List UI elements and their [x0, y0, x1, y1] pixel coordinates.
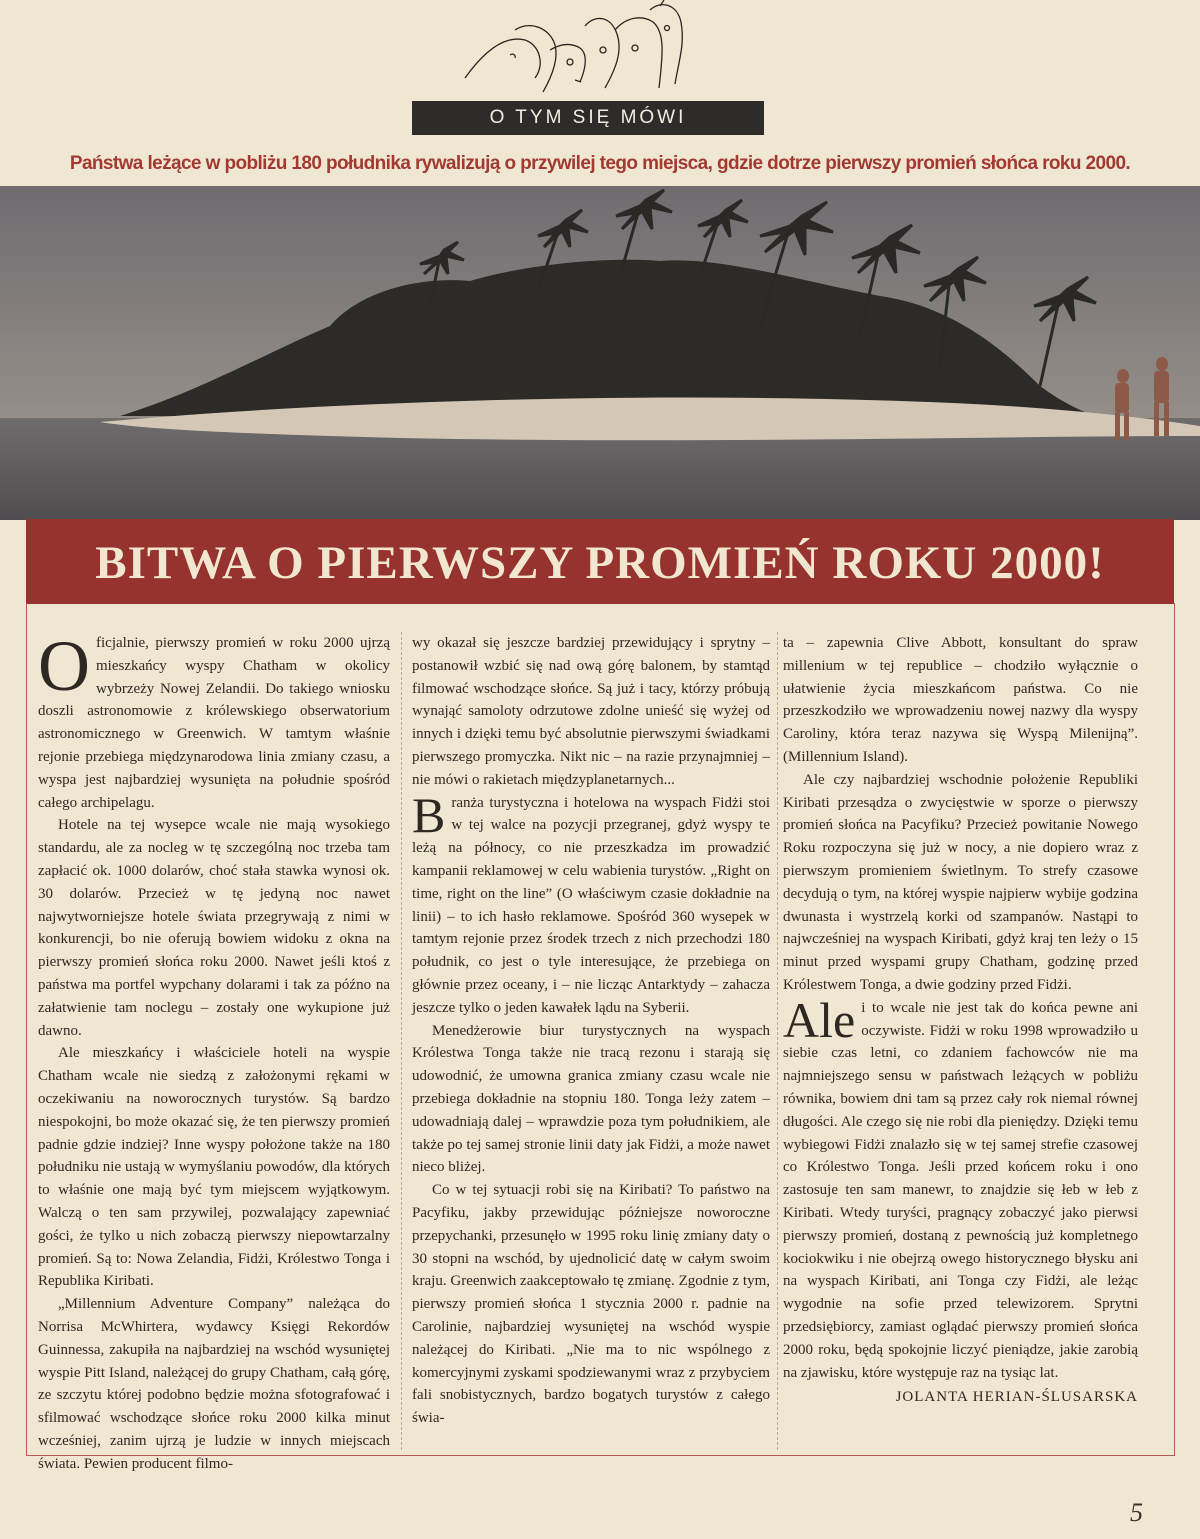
paragraph-text: i to wcale nie jest tak do końca pewne ani oczywiste. Fidżi w roku 1998 wprowadziło u siebie czas letni, co zdaniem fachowców nie ma najmniejszego sensu w państwach leżących w pobliżu równika, bowiem dni tam są przez cały rok niemal równej długości. Ale czego się nie robi dla pieniędzy. Dzięki temu wybiegowi Fidżi znalazło się w tej samej strefie czasowej co Królestwo Tonga. Jeśli przed końcem roku i ono zastosuje ten sam manewr, to znajdzie się łeb w łeb z Kiribati. Wtedy turyści, pragnący zobaczyć jako pierwsi pierwszy promień, dostaną z pewnością już kompletnego kociokwiku i nie obejrzą owego historycznego błysku ani na wyspach Kiribati, ani Tonga czy Fidżi, ale leżąc wygodnie na sofie przed telewizorem. Sprytni przedsiębiorcy, zamiast oglądać pierwszy promień słońca 2000 roku, będą spokojnie liczyć pieniądze, jakie zarobią na zjawisku, które występuje raz na tysiąc lat. [783, 999, 1138, 1381]
paragraph: Ale czy najbardziej wschodnie położenie Republiki Kiribati przesądza o zwycięstwie w sporze o pierwszy promień słońca na Pacyfiku? Przecież powitanie Nowego Roku rozpoczyna się już w nocy, a nie dopiero wraz z pierwszym promieniem świetlnym. To strefy czasowe decydują o tym, na której wyspie najpierw wybije godzina dwunasta i wystrzelą korki od szampanów. Nastąpi to najwcześniej na wyspach Kiribati, gdyż kraj ten leży o 15 minut przed wyspami grupy Chatham, godzinę przed Królestwem Tonga, a dwie godziny przed Fidżi. [783, 771, 1138, 993]
drop-cap: Ale [783, 991, 856, 1048]
headline: BITWA O PIERWSZY PROMIEŃ ROKU 2000! [95, 537, 1105, 589]
paragraph-text: ficjalnie, pierwszy promień w roku 2000 ujrzą mieszkańcy wyspy Chatham w okolicy wybrzeży Nowej Zelandii. Do takiego wniosku doszli astronomowie z królewskiego obserwatorium astronomicznego w Greenwich. W tamtym właśnie rejonie przebiega międzynarodowa linia zmiany czasu, a wyspa jest najbardziej wysunięta na południe spośród całego archipelagu. [38, 635, 390, 811]
paragraph [412, 786, 770, 1020]
island-photo [0, 186, 1200, 520]
article-column-1 [38, 626, 390, 1475]
paragraph [783, 991, 1138, 1385]
headline-banner [26, 519, 1174, 604]
drop-cap: O [38, 626, 90, 706]
article-column-2 [412, 632, 770, 1430]
paragraph: Ale mieszkańcy i właściciele hoteli na wyspie Chatham wcale nie siedzą z założonymi rękami w oczekiwaniu na noworocznych turystów. Są bardzo niespokojni, bo może okazać się, że ten pierwszy promień padnie gdzie indziej? Inne wyspy położone także na 180 południku nie ustają w wymyślaniu powodów, dla których to właśnie one mają być tym miejscem wyjątkowym. Walczą o ten sam przywilej, pozwalający zapewniać gości, że tylko u nich zobaczą pierwszy niepowtarzalny promień. Są to: Nowa Zelandia, Fidżi, Królestwo Tonga i Republika Kiribati. [38, 1045, 390, 1290]
article-column-3 [783, 632, 1138, 1409]
lead-text: Państwa leżące w pobliżu 180 południka rywalizują o przywilej tego miejsca, gdzie dotrze pierwszy promień słońca roku 2000. [69, 153, 1131, 174]
page-number: 5 [1130, 1498, 1143, 1527]
paragraph-text: ranża turystyczna i hotelowa na wyspach Fidżi stoi w tej walce na pozycji przegranej, gdyż wyspy te leżą na północy, co nie przeszkadza im prowadzić kampanii reklamowej w celu wabienia turystów. „Right on time, right on the line” (O właściwym czasie dokładnie na linii) – to ich hasło reklamowe. Spośród 360 wysepek w tamtym rejonie przez środek trzech z nich przechodzi 180 południk, co jest o tyle interesujące, że przebiega on głównie przez oceany, i – nie licząc Antarktydy – zahacza jeszcze tylko o jeden kawałek lądu na Syberii. [412, 794, 770, 1016]
paragraph: Hotele na tej wysepce wcale nie mają wysokiego standardu, ale za nocleg w tę szczególną noc trzeba tam zapłacić ok. 1000 dolarów, choć stała stawka wynosi ok. 30 dolarów. Przecież w tę jedyną noc nawet najwytworniejsze hotele świata przegrywają z nimi w konkurencji, bo nie oferują bowiem widoku z okna na pierwszy promień słońca roku 2000. Nawet jeśli ktoś z państwa ma portfel wypchany dolarami i tak za późno na załatwienie tam noclegu – zostały one wykupione już dawno. [38, 817, 390, 1039]
paragraph [38, 626, 390, 814]
column-divider [401, 632, 402, 1450]
drop-cap: B [412, 786, 446, 843]
author-signature: JOLANTA HERIAN-ŚLUSARSKA [895, 1389, 1138, 1406]
paragraph: Co w tej sytuacji robi się na Kiribati? To państwo na Pacyfiku, jakby przewidując późniejsze noworoczne przepychanki, przesunęło w 1995 roku linię zmiany daty o 30 stopni na wschód, by ujednolicić datę w całym swoim kraju. Greenwich zaakceptowało tę zmianę. Zgodnie z tym, pierwszy promień słońca 1 stycznia 2000 r. padnie na Carolinie, najbardziej wysuniętej na wschód wyspie należącej do Kiribati. „Nie ma to nic wspólnego z komercyjnymi zyskami spodziewanymi wraz z przybyciem fali snobistycznych, bardzo bogatych turystów z całego świa- [412, 1182, 770, 1427]
faces-logo-drawing [455, 0, 715, 100]
paragraph: wy okazał się jeszcze bardziej przewidujący i sprytny – postanowił wzbić się nad ową górę balonem, by stamtąd filmować wschodzące słońce. Są już i tacy, którzy próbują wynająć samoloty odrzutowe zdolne unieść się wyżej od innych i dzięki temu być absolutnie pierwszymi świadkami pierwszego promyczka. Nikt nic – na razie przynajmniej – nie mówi o rakietach międzyplanetarnych... [412, 635, 770, 788]
paragraph: „Millennium Adventure Company” należąca do Norrisa McWhirtera, wydawcy Księgi Rekordów Guinnessa, zakupiła na najbardziej na wschód wysuniętej wyspie Pitt Island, należącej do grupy Chatham, całą górę, ze szczytu której podobno będzie można sfotografować i sfilmować wschodzące słońce roku 2000 kilka minut wcześniej, zanim ujrzą je ludzie w innych miejscach świata. Pewien producent filmo- [38, 1296, 390, 1472]
paragraph: ta – zapewnia Clive Abbott, konsultant do spraw millenium w tej republice – chodziło wyłącznie o ułatwienie życia mieszkańcom państwa. Co nie przeszkodziło we wprowadzeniu nowej nazwy dla wyspy Caroliny, która teraz nazywa się Wyspą Milenijną”. (Millennium Island). [783, 635, 1138, 765]
paragraph: Menedżerowie biur turystycznych na wyspach Królestwa Tonga także nie tracą rezonu i starają się udowodnić, że umowna granica zmiany czasu wcale nie przebiega dokładnie na stopniu 180. Tonga leży zatem – udowadniają dalej – wprawdzie poza tym południkiem, ale także po tej samej stronie linii daty jak Fidżi, a może nawet nieco bliżej. [412, 1022, 770, 1176]
column-divider [777, 632, 778, 1450]
section-kicker: O TYM SIĘ MÓWI [412, 101, 764, 135]
